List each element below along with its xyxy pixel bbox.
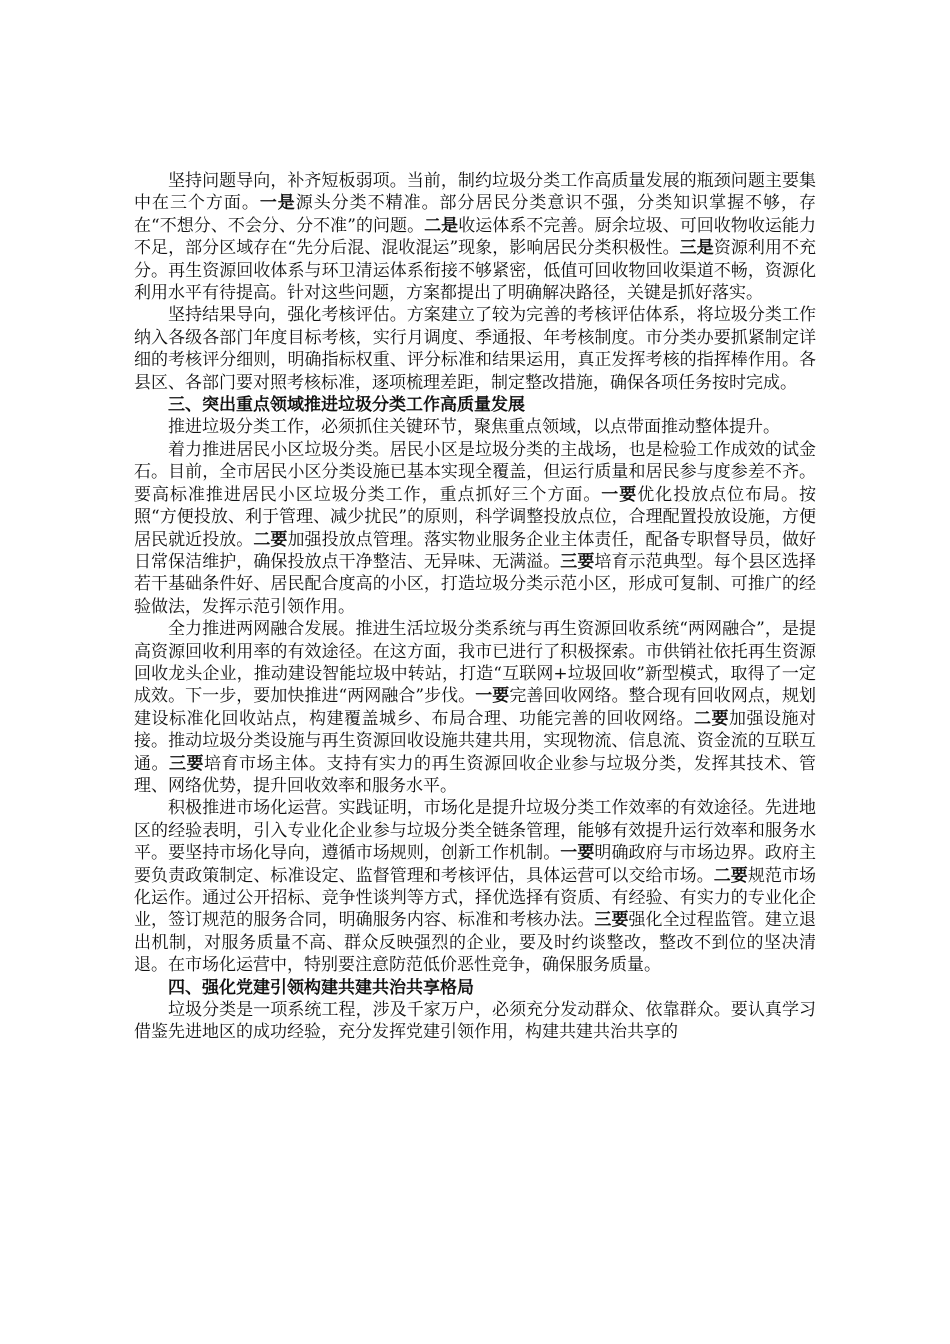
text-run: 完善回收网络。整合现有回收网点，规划建设标准化回收站点，构建覆盖城乡、布局合理、功能完善的回收网络。 [134,686,817,729]
bold-run: 一是 [259,193,296,214]
paragraph-residential-sorting [134,439,816,618]
text-run: 推进垃圾分类工作，必须抓住关键环节，聚焦重点领域，以点带面推动整体提升。 [168,417,780,438]
bold-run: 三要 [169,753,204,774]
paragraph-problem-orientation [134,170,816,304]
paragraph-market-operation [134,797,816,976]
bold-run: 二要 [713,865,748,886]
text-run: 培育市场主体。支持有实力的再生资源回收企业参与垃圾分类，发挥其技术、管理、网络优势，提升回收效率和服务水平。 [134,753,816,796]
text-run: 明确政府与市场边界。政府主要负责政策制定、标准设定、监督管理和考核评估，具体运营可以交给市场。 [134,843,817,886]
text-run: 全力推进两网融合发展。推进生活垃圾分类系统与再生资源回收系统“两网融合”，是提高资源回收利用率的有效途径。在这方面，我市已进行了积极探索。市供销社依托再生资源回收龙头企业，推动建设智能垃圾中转站，打造“互联网+垃圾回收”新型模式，取得了一定成效。下一步，要加快推进“两网融合”步伐。 [134,619,816,707]
text-run: 加强设施对接。推动垃圾分类设施与再生资源回收设施共建共用，实现物流、信息流、资金流的互联互通。 [134,708,816,774]
text-run: 规范市场化运作。通过公开招标、竞争性谈判等方式，择优选择有资质、有经验、有实力的专业化企业，签订规范的服务合同，明确服务内容、标准和考核办法。 [134,865,817,931]
bold-run: 二是 [424,215,459,236]
bold-run: 三是 [679,238,714,259]
text-run: 坚持问题导向，补齐短板弱项。当前，制约垃圾分类工作高质量发展的瓶颈问题主要集中在三个方面。 [134,171,816,214]
bold-run: 一要 [560,843,595,864]
bold-run: 三要 [560,551,595,572]
bold-run: 一要 [475,686,510,707]
text-run: 垃圾分类是一项系统工程，涉及千家万户，必须充分发动群众、依靠群众。要认真学习借鉴先进地区的成功经验，充分发挥党建引领作用，构建共建共治共享的 [134,1000,816,1043]
text-run: 源头分类不精准。部分居民分类意识不强，分类知识掌握不够，存在“不想分、不会分、分不准”的问题。 [134,193,817,236]
section-heading-3 [134,394,816,416]
text-run: 积极推进市场化运营。实践证明，市场化是提升垃圾分类工作效率的有效途径。先进地区的经验表明，引入专业化企业参与垃圾分类全链条管理，能够有效提升运行效率和服务水平。要坚持市场化导向，遵循市场规则，创新工作机制。 [134,798,816,864]
text-run: 优化投放点位布局。按照“方便投放、利于管理、减少扰民”的原则，科学调整投放点位，合理配置投放设施，方便居民就近投放。 [134,484,817,550]
paragraph-intro-4 [134,999,816,1044]
text-run: 收运体系不完善。厨余垃圾、可回收物收运能力不足，部分区域存在“先分后混、混收混运”现象，影响居民分类积极性。 [134,215,817,259]
bold-run: 二要 [253,529,288,550]
text-run: 坚持结果导向，强化考核评估。方案建立了较为完善的考核评估体系，将垃圾分类工作纳入各级各部门年度目标考核，实行月调度、季通报、年考核制度。市分类办要抓紧制定详细的考核评分细则，明确指标权重、评分标准和结果运用，真正发挥考核的指挥棒作用。各县区、各部门要对照考核标准，逐项梳理差距，制定整改措施，确保各项任务按时完成。 [134,305,816,393]
text-run: 培育示范典型。每个县区选择若干基础条件好、居民配合度高的小区，打造垃圾分类示范小区，形成可复制、可推广的经验做法，发挥示范引领作用。 [134,551,817,617]
heading-text: 四、强化党建引领构建共建共治共享格局 [168,977,474,998]
section-heading-4 [134,977,816,999]
document-body [134,170,816,1044]
bold-run: 三要 [594,910,629,931]
paragraph-result-orientation [134,304,816,394]
text-run: 加强投放点管理。落实物业服务企业主体责任，配备专职督导员，做好日常保洁维护，确保投放点干净整洁、无异味、无满溢。 [134,529,817,572]
text-run: 强化全过程监管。建立退出机制，对服务质量不高、群众反映强烈的企业，要及时约谈整改，整改不到位的坚决清退。在市场化运营中，特别要注意防范低价恶性竞争，确保服务质量。 [134,910,817,976]
paragraph-two-networks [134,618,816,797]
text-run: 资源利用不充分。再生资源回收体系与环卫清运体系衔接不够紧密，低值可回收物回收渠道不畅，资源化利用水平有待提高。针对这些问题，方案都提出了明确解决路径，关键是抓好落实。 [134,238,817,304]
heading-text: 三、突出重点领域推进垃圾分类工作高质量发展 [168,395,525,416]
paragraph-intro-3 [134,416,816,438]
bold-run: 二要 [694,708,729,729]
text-run: 着力推进居民小区垃圾分类。居民小区是垃圾分类的主战场，也是检验工作成效的试金石。目前，全市居民小区分类设施已基本实现全覆盖，但运行质量和居民参与度参差不齐。要高标准推进居民小区垃圾分类工作，重点抓好三个方面。 [134,439,816,505]
bold-run: 一要 [601,484,638,505]
